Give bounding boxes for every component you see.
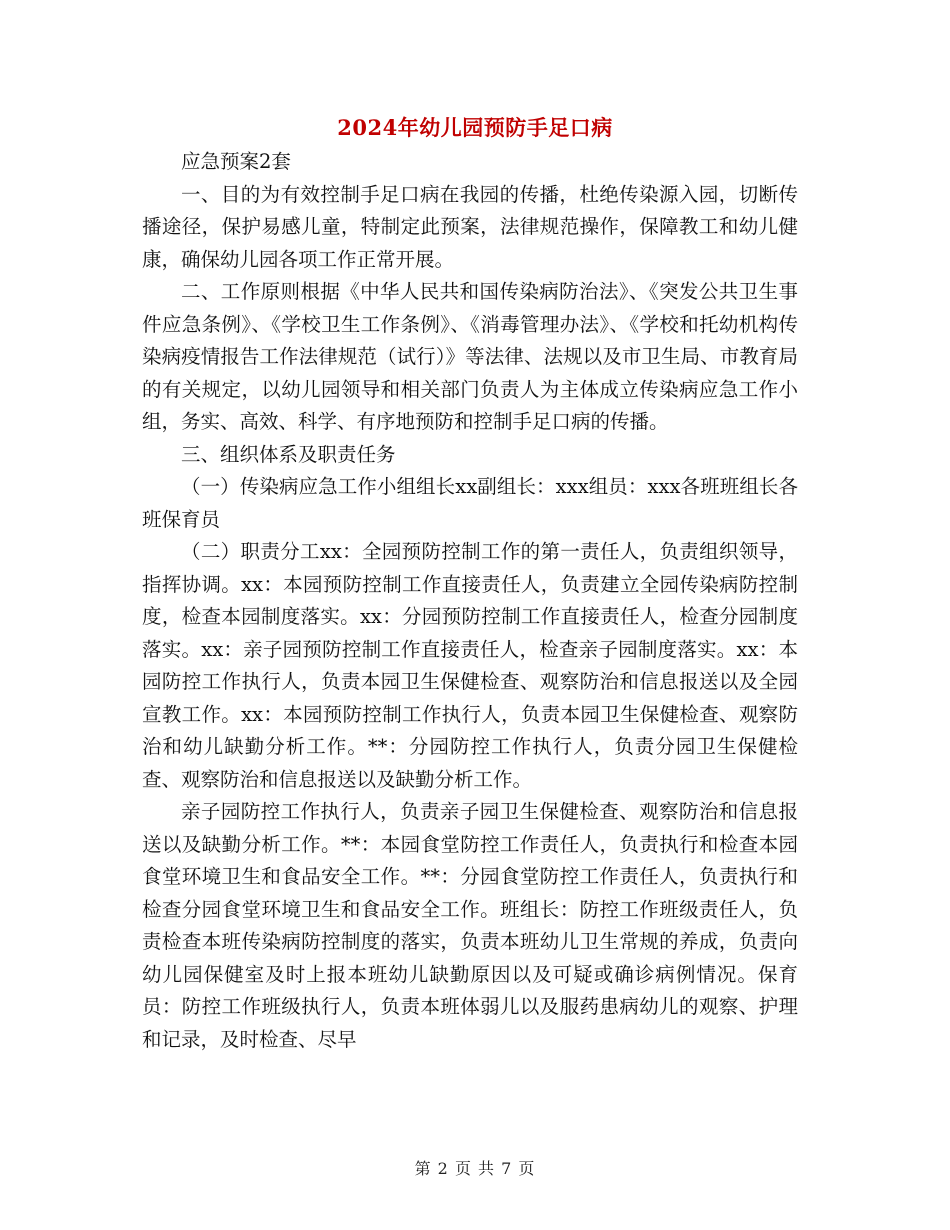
paragraph-purpose: 一、目的为有效控制手足口病在我园的传播，杜绝传染源入园，切断传播途径，保护易感儿童，特制定此预案，法律规范操作，保障教工和幼儿健康，确保幼儿园各项工作正常开展。 — [142, 182, 798, 271]
paragraph-principles: 二、工作原则根据《中华人民共和国传染病防治法》、《突发公共卫生事件应急条例》、《学校卫生工作条例》、《消毒管理办法》、《学校和托幼机构传染病疫情报告工作法律规范（试行）》等法律、法规以及市卫生局、市教育局的有关规定，以幼儿园领导和相关部门负责人为主体成立传染病应急工作小组，务实、高效、科学、有序地预防和控制手足口病的传播。 — [142, 280, 798, 433]
document-body — [142, 146, 798, 1056]
paragraph-duties-continued: 亲子园防控工作执行人，负责亲子园卫生保健检查、观察防治和信息报送以及缺勤分析工作。**：本园食堂防控工作责任人，负责执行和检查本园食堂环境卫生和食品安全工作。**：分园食堂防控工作责任人，负责执行和检查分园食堂环境卫生和食品安全工作。班组长：防控工作班级责任人，负责检查本班传染病防控制度的落实，负责本班幼儿卫生常规的养成，负责向幼儿园保健室及时上报本班幼儿缺勤原因以及可疑或确诊病例情况。保育员：防控工作班级执行人，负责本班体弱儿以及服药患病幼儿的观察、护理和记录，及时检查、尽早 — [142, 800, 798, 1051]
paragraph-team: （一）传染病应急工作小组组长xx副组长：xxx组员：xxx各班班组长各班保育员 — [142, 475, 798, 531]
paragraph-section-heading: 三、组织体系及职责任务 — [181, 442, 396, 466]
page-number-footer: 第 2 页 共 7 页 — [414, 1159, 536, 1178]
document-title: 2024年幼儿园预防手足口病 — [337, 115, 613, 140]
paragraph-duties: （二）职责分工xx：全园预防控制工作的第一责任人，负责组织领导，指挥协调。xx：本园预防控制工作直接责任人，负责建立全园传染病防控制度，检查本园制度落实。xx：分园预防控制工作直接责任人，检查分园制度落实。xx：亲子园预防控制工作直接责任人，检查亲子园制度落实。xx：本园防控工作执行人，负责本园卫生保健检查、观察防治和信息报送以及全园宣教工作。xx：本园预防控制工作执行人，负责本园卫生保健检查、观察防治和幼儿缺勤分析工作。**：分园防控工作执行人，负责分园卫生保健检查、观察防治和信息报送以及缺勤分析工作。 — [142, 540, 798, 791]
paragraph-subtitle: 应急预案2套 — [181, 150, 291, 173]
